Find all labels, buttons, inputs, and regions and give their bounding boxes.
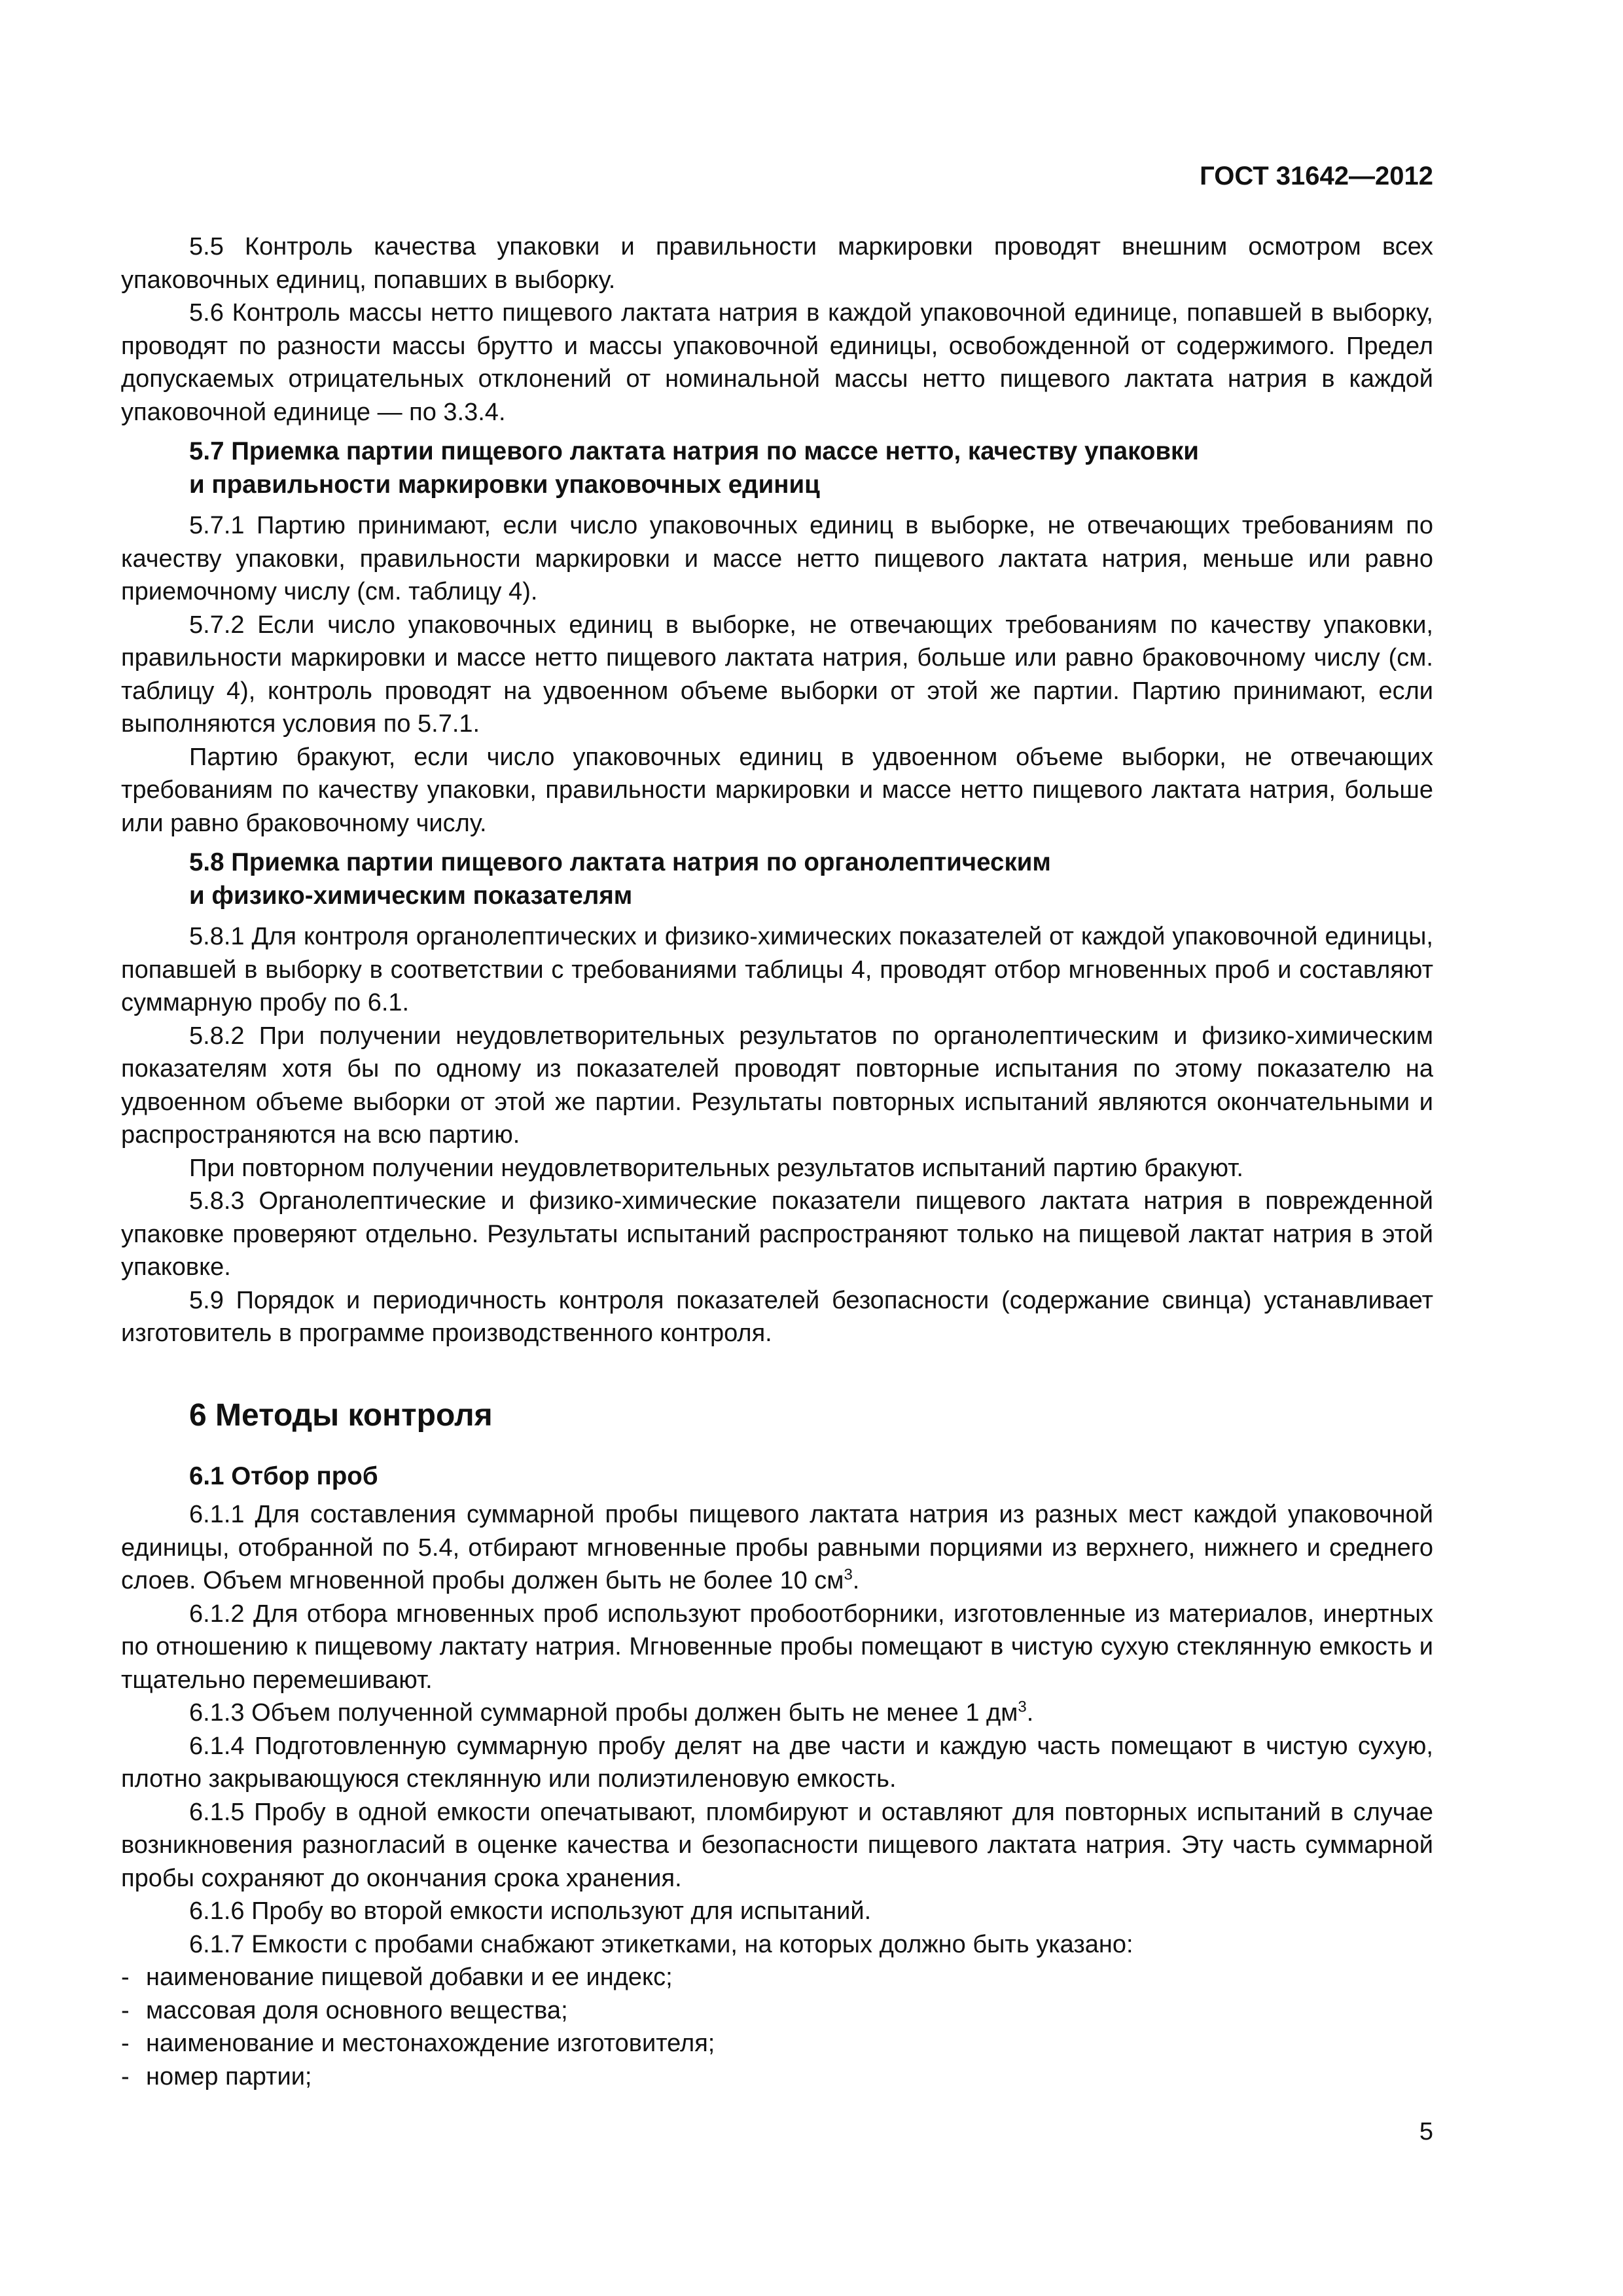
paragraph-5-8-1: 5.8.1 Для контроля органолептических и физико-химических показателей от каждой упаковочной единицы, попавшей в выборку в соответствии с требованиями таблицы 4, проводят отбор мгновенных проб и составляют суммарную пробу по 6.1. [121, 923, 1433, 1016]
paragraph-5-7-1: 5.7.1 Партию принимают, если число упаковочных единиц в выборке, не отвечающих требованиям по качеству упаковки, правильности маркировки и массе нетто пищевого лактата натрия, меньше или равно приемочному числу (см. таблицу 4). [121, 512, 1433, 605]
paragraph-6-1-1-text: 6.1.1 Для составления суммарной пробы пищевого лактата натрия из разных мест каждой упаковочной единицы, отобранной по 5.4, отбирают мгновенные пробы равными порциями из верхнего, нижнего и среднего слоев. Объем мгновенной пробы должен быть не более 10 см [121, 1501, 1433, 1594]
section-heading-5-7-line2: и правильности маркировки упаковочных единиц [189, 470, 820, 499]
superscript-3: 3 [844, 1566, 853, 1584]
list-dash: - [121, 1964, 130, 1991]
list-item-text: номер партии; [146, 2062, 312, 2090]
label-requirements-list [121, 1961, 1433, 2093]
paragraph-5-6: 5.6 Контроль массы нетто пищевого лактата натрия в каждой упаковочной единице, попавшей в выборку, проводят по разности массы брутто и массы упаковочной единицы, освобожденной от содержимого. Предел допускаемых отрицательных отклонений от номинальной массы нетто пищевого лактата натрия в каждой упаковочной единице — по 3.3.4. [121, 299, 1433, 426]
paragraph-5-8-3: 5.8.3 Органолептические и физико-химические показатели пищевого лактата натрия в поврежденной упаковке проверяют отдельно. Результаты испытаний распространяют только на пищевой лактат натрия в этой упаковке. [121, 1187, 1433, 1281]
paragraph-5-7-2-reject: Партию бракуют, если число упаковочных единиц в удвоенном объеме выборки, не отвечающих требованиям по качеству упаковки, правильности маркировки и массе нетто пищевого лактата натрия, больше или равно браковочному числу. [121, 743, 1433, 837]
paragraph-6-1-4: 6.1.4 Подготовленную суммарную пробу делят на две части и каждую часть помещают в чистую сухую, плотно закрывающуюся стеклянную или полиэтиленовую емкость. [121, 1732, 1433, 1793]
paragraph-6-1-5: 6.1.5 Пробу в одной емкости опечатывают, пломбируют и оставляют для повторных испытаний в случае возникновения разногласий в оценке качества и безопасности пищевого лактата натрия. Эту часть суммарной пробы сохраняют до окончания срока хранения. [121, 1798, 1433, 1892]
paragraph-6-1-6: 6.1.6 Пробу во второй емкости используют для испытаний. [189, 1897, 872, 1925]
document-code: ГОСТ 31642—2012 [1200, 162, 1433, 190]
list-item [121, 2027, 1433, 2060]
list-dash: - [121, 1996, 130, 2024]
section-heading-5-7 [121, 435, 1433, 501]
list-item [121, 1961, 1433, 1994]
paragraph-6-1-3 [121, 1696, 1433, 1730]
list-item-text: наименование пищевой добавки и ее индекс; [146, 1964, 673, 1991]
list-dash: - [121, 2062, 130, 2090]
paragraph-5-7-2: 5.7.2 Если число упаковочных единиц в выборке, не отвечающих требованиям по качеству упаковки, правильности маркировки и массе нетто пищевого лактата натрия, больше или равно браковочному числу (см. таблицу 4), контроль проводят на удвоенном объеме выборки от этой же партии. Партию принимают, если выполняются условия по 5.7.1. [121, 611, 1433, 738]
superscript-3: 3 [1018, 1698, 1027, 1716]
list-item-text: массовая доля основного вещества; [146, 1996, 568, 2024]
paragraph-6-1-2: 6.1.2 Для отбора мгновенных проб используют пробоотборники, изготовленные из материалов, инертных по отношению к пищевому лактату натрия. Мгновенные пробы помещают в чистую сухую стеклянную емкость и тщательно перемешивают. [121, 1600, 1433, 1694]
paragraph-5-9: 5.9 Порядок и периодичность контроля показателей безопасности (содержание свинца) устанавливает изготовитель в программе производственного контроля. [121, 1286, 1433, 1347]
paragraph-6-1-3-text: 6.1.3 Объем полученной суммарной пробы должен быть не менее 1 дм [189, 1699, 1018, 1727]
chapter-heading-6: 6 Методы контроля [189, 1397, 493, 1433]
section-heading-5-7-line1: 5.7 Приемка партии пищевого лактата натрия по массе нетто, качеству упаковки [189, 437, 1199, 465]
page-number: 5 [1419, 2118, 1433, 2145]
list-item [121, 1994, 1433, 2028]
document-body [121, 230, 1433, 2093]
paragraph-6-1-3-end: . [1026, 1699, 1034, 1727]
section-heading-5-8-line2: и физико-химическим показателям [189, 881, 633, 910]
paragraph-5-8-2-reject: При повторном получении неудовлетворительных результатов испытаний партию бракуют. [189, 1154, 1243, 1182]
list-item-text: наименование и местонахождение изготовителя; [146, 2030, 715, 2057]
paragraph-6-1-1 [121, 1498, 1433, 1598]
section-heading-5-8-line1: 5.8 Приемка партии пищевого лактата натрия по органолептическим [189, 848, 1051, 876]
paragraph-5-5: 5.5 Контроль качества упаковки и правильности маркировки проводят внешним осмотром всех упаковочных единиц, попавших в выборку. [121, 233, 1433, 294]
list-item [121, 2060, 1433, 2094]
paragraph-5-8-2: 5.8.2 При получении неудовлетворительных результатов по органолептическим и физико-химическим показателям хотя бы по одному из показателей проводят повторные испытания по этому показателю на удвоенном объеме выборки от этой же партии. Результаты повторных испытаний являются окончательными и распространяются на всю партию. [121, 1022, 1433, 1149]
paragraph-6-1-1-end: . [852, 1567, 860, 1594]
paragraph-6-1-7: 6.1.7 Емкости с пробами снабжают этикетками, на которых должно быть указано: [189, 1930, 1133, 1958]
section-heading-5-8 [121, 846, 1433, 912]
list-dash: - [121, 2030, 130, 2057]
section-heading-6-1: 6.1 Отбор проб [189, 1462, 378, 1490]
